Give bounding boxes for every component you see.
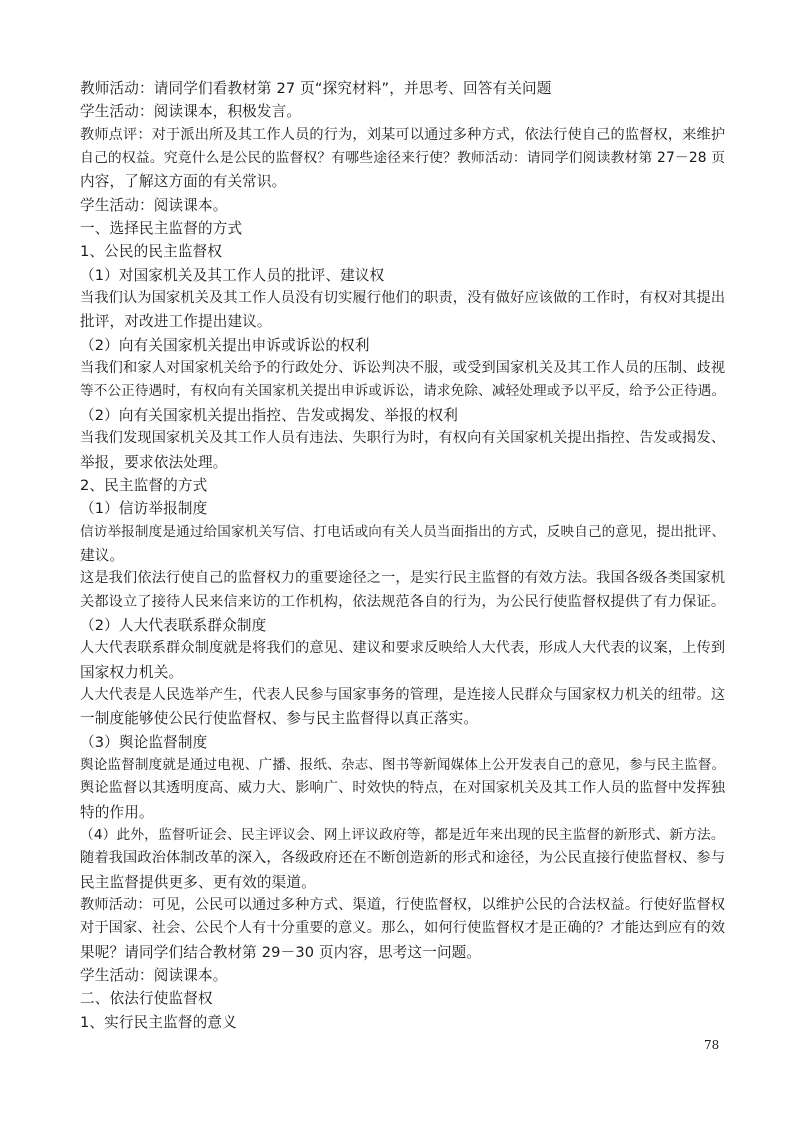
text-line: 教师活动：可见，公民可以通过多种方式、渠道，行使监督权，以维护公民的合法权益。行使好监督权 bbox=[80, 897, 726, 914]
text-line: （1）信访举报制度 bbox=[80, 500, 208, 518]
text-line: 舆论监督以其透明度高、威力大、影响广、时效快的特点，在对国家机关及其工作人员的监督中发挥独 bbox=[80, 780, 726, 797]
text-line: 1、公民的民主监督权 bbox=[80, 243, 223, 261]
text-line: 对于国家、社会、公民个人有十分重要的意义。那么，如何行使监督权才是正确的？才能达到应有的效 bbox=[80, 920, 726, 937]
text-line: 国家权力机关。 bbox=[80, 663, 184, 681]
text-line: 一、选择民主监督的方式 bbox=[80, 220, 243, 238]
text-line: 二、依法行使监督权 bbox=[80, 990, 213, 1008]
text-line: 教师点评：对于派出所及其工作人员的行为，刘某可以通过多种方式，依法行使自己的监督权，来维护 bbox=[80, 126, 726, 143]
text-line: 舆论监督制度就是通过电视、广播、报纸、杂志、图书等新闻媒体上公开发表自己的意见，参与民主监督。 bbox=[80, 756, 726, 773]
text-line: （3）舆论监督制度 bbox=[80, 733, 208, 751]
text-line: （2）向有关国家机关提出指控、告发或揭发、举报的权利 bbox=[80, 406, 459, 424]
text-line: 民主监督提供更多、更有效的渠道。 bbox=[80, 873, 316, 891]
text-line: 批评，对改进工作提出建议。 bbox=[80, 313, 272, 331]
text-line: 当我们认为国家机关及其工作人员没有切实履行他们的职责，没有做好应该做的工作时，有权对其提出 bbox=[80, 290, 726, 307]
text-line: （2）人大代表联系群众制度 bbox=[80, 616, 267, 634]
text-line: 自己的权益。究竟什么是公民的监督权？有哪些途径来行使？教师活动：请同学们阅读教材第 27－28 页 bbox=[80, 150, 726, 167]
text-line: 等不公正待遇时，有权向有关国家机关提出申诉或诉讼，请求免除、减轻处理或予以平反，给予公正待遇。 bbox=[80, 383, 726, 400]
page-number: 78 bbox=[704, 1038, 720, 1052]
text-line: 一制度能够使公民行使监督权、参与民主监督得以真正落实。 bbox=[80, 710, 479, 728]
text-line: 学生活动：阅读课本。 bbox=[80, 196, 228, 214]
text-line: 学生活动：阅读课本。 bbox=[80, 967, 228, 985]
text-line: 特的作用。 bbox=[80, 803, 154, 821]
text-line: 学生活动：阅读课本，积极发言。 bbox=[80, 103, 302, 121]
text-line: 内容，了解这方面的有关常识。 bbox=[80, 173, 287, 191]
text-line: （4）此外，监督听证会、民主评议会、网上评议政府等，都是近年来出现的民主监督的新形式、新方法。 bbox=[80, 827, 725, 843]
text-line: 信访举报制度是通过给国家机关写信、打电话或向有关人员当面指出的方式，反映自己的意见，提出批评、 bbox=[80, 523, 726, 540]
text-line: 1、实行民主监督的意义 bbox=[80, 1013, 237, 1031]
text-line: 建议。 bbox=[80, 546, 125, 564]
text-line: 人大代表是人民选举产生，代表人民参与国家事务的管理，是连接人民群众与国家权力机关的纽带。这 bbox=[80, 686, 726, 703]
text-line: 关都设立了接待人民来信来访的工作机构，依法规范各自的行为，为公民行使监督权提供了有力保证。 bbox=[80, 593, 726, 610]
text-line: （2）向有关国家机关提出申诉或诉讼的权利 bbox=[80, 336, 370, 354]
text-line: 教师活动：请同学们看教材第 27 页“探究材料”，并思考、回答有关问题 bbox=[80, 80, 552, 97]
text-line: 人大代表联系群众制度就是将我们的意见、建议和要求反映给人大代表，形成人大代表的议案，上传到 bbox=[80, 640, 726, 657]
text-line: 当我们发现国家机关及其工作人员有违法、失职行为时，有权向有关国家机关提出指控、告发或揭发、 bbox=[80, 430, 726, 447]
text-line: 举报，要求依法处理。 bbox=[80, 453, 228, 471]
text-line: 这是我们依法行使自己的监督权力的重要途径之一，是实行民主监督的有效方法。我国各级各类国家机 bbox=[80, 570, 726, 587]
text-line: 果呢？请同学们结合教材第 29－30 页内容，思考这一问题。 bbox=[80, 943, 482, 961]
text-line: 当我们和家人对国家机关给予的行政处分、诉讼判决不服，或受到国家机关及其工作人员的压制、歧视 bbox=[80, 360, 726, 377]
text-line: （1）对国家机关及其工作人员的批评、建议权 bbox=[80, 266, 385, 284]
document-body bbox=[80, 77, 728, 1034]
text-line: 2、民主监督的方式 bbox=[80, 476, 208, 494]
text-line: 随着我国政治体制改革的深入，各级政府还在不断创造新的形式和途径，为公民直接行使监督权、参与 bbox=[80, 850, 726, 867]
